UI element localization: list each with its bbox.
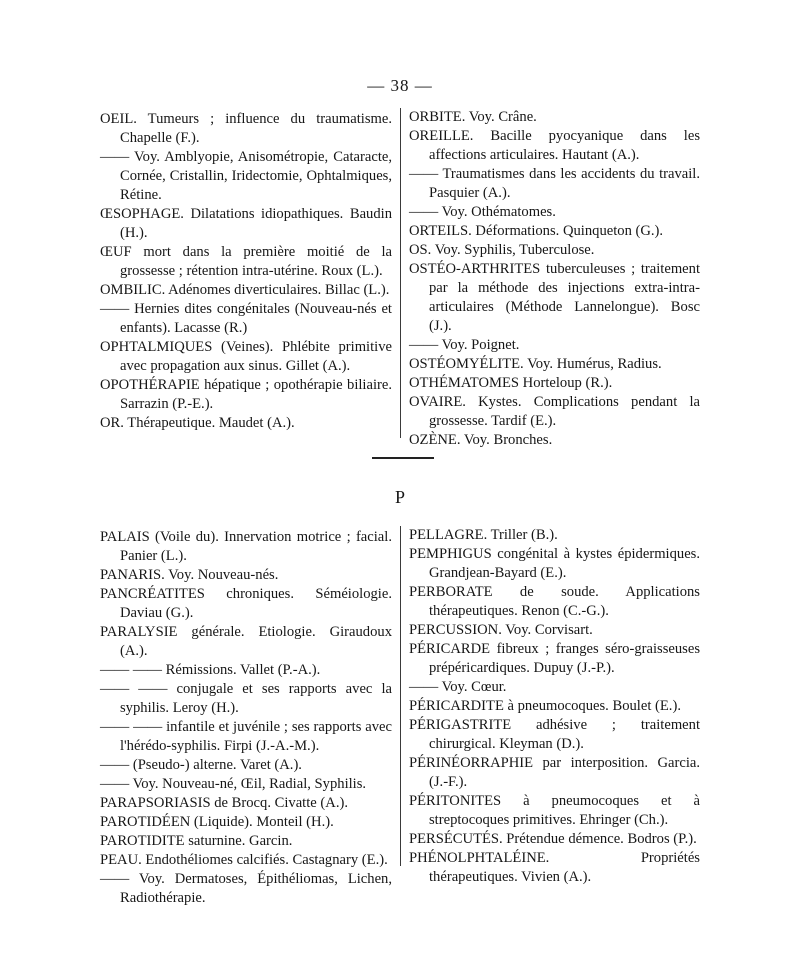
index-column-left-top <box>100 110 392 433</box>
index-entry: PEAU. Endothéliomes calcifiés. Castagnary (E.). <box>100 852 388 868</box>
index-entry: OR. Thérapeutique. Maudet (A.). <box>100 415 295 431</box>
index-entry: —— (Pseudo-) alterne. Varet (A.). <box>100 757 302 773</box>
index-entry: PÉRITONITES à pneumocoques et à streptocoques primitives. Ehringer (Ch.). <box>409 793 700 828</box>
index-entry: OEIL. Tumeurs ; influence du traumatisme. Chapelle (F.). <box>100 111 392 146</box>
index-entry: PALAIS (Voile du). Innervation motrice ; facial. Panier (L.). <box>100 529 392 564</box>
index-entry: OPOTHÉRAPIE hépatique ; opothérapie biliaire. Sarrazin (P.-E.). <box>100 377 392 412</box>
index-entry: PANARIS. Voy. Nouveau-nés. <box>100 567 279 583</box>
index-entry: PERBORATE de soude. Applications thérapeutiques. Renon (C.-G.). <box>409 584 700 619</box>
index-entry: OSTÉOMYÉLITE. Voy. Humérus, Radius. <box>409 356 662 372</box>
index-entry: PARAPSORIASIS de Brocq. Civatte (A.). <box>100 795 348 811</box>
index-entry: PAROTIDITE saturnine. Garcin. <box>100 833 293 849</box>
index-entry: PÉRINÉORRAPHIE par interposition. Garcia. (J.-F.). <box>409 755 700 790</box>
index-column-right-bottom <box>409 526 700 887</box>
index-entry: —— Voy. Nouveau-né, Œil, Radial, Syphilis. <box>100 776 367 792</box>
index-column-right-top <box>409 108 700 450</box>
index-entry: —— Voy. Poignet. <box>409 337 520 353</box>
index-entry: —— Voy. Dermatoses, Épithéliomas, Lichen, Radiothérapie. <box>100 871 392 906</box>
index-entry: ORBITE. Voy. Crâne. <box>409 109 537 125</box>
index-entry: —— Voy. Othématomes. <box>409 204 556 220</box>
index-entry: ORTEILS. Déformations. Quinqueton (G.). <box>409 223 664 239</box>
index-entry: PÉRICARDE fibreux ; franges séro-graisseuses prépéricardiques. Dupuy (J.-P.). <box>409 641 700 676</box>
index-entry: —— Voy. Amblyopie, Anisométropie, Cataracte, Cornée, Cristallin, Iridectomie, Ophtalmiques, Rétine. <box>100 149 392 203</box>
page-number: — 38 — <box>367 76 433 95</box>
index-entry: OSTÉO-ARTHRITES tuberculeuses ; traitement par la méthode des injections extra-intra-articulaires (Méthode Lannelongue). Bosc (J.). <box>409 261 700 334</box>
index-entry: —— Voy. Cœur. <box>409 679 507 695</box>
index-entry: PANCRÉATITES chroniques. Séméiologie. Daviau (G.). <box>100 586 392 621</box>
index-entry: ŒUF mort dans la première moitié de la grossesse ; rétention intra-utérine. Roux (L.). <box>100 244 392 279</box>
index-entry: PÉRIGASTRITE adhésive ; traitement chirurgical. Kleyman (D.). <box>409 717 700 752</box>
index-entry: OMBILIC. Adénomes diverticulaires. Billac (L.). <box>100 282 390 298</box>
index-entry: PELLAGRE. Triller (B.). <box>409 527 558 543</box>
section-letter-heading: P <box>394 487 405 507</box>
index-entry: PERCUSSION. Voy. Corvisart. <box>409 622 593 638</box>
index-entry: OVAIRE. Kystes. Complications pendant la grossesse. Tardif (E.). <box>409 394 700 429</box>
index-entry: —— —— Rémissions. Vallet (P.-A.). <box>100 662 321 678</box>
column-divider-bottom <box>400 526 401 866</box>
index-entry: PARALYSIE générale. Etiologie. Giraudoux (A.). <box>100 624 392 659</box>
index-entry: OPHTALMIQUES (Veines). Phlébite primitive avec propagation aux sinus. Gillet (A.). <box>100 339 392 374</box>
index-entry: PÉRICARDITE à pneumocoques. Boulet (E.). <box>409 698 681 714</box>
index-entry: OS. Voy. Syphilis, Tuberculose. <box>409 242 595 258</box>
index-entry: ŒSOPHAGE. Dilatations idiopathiques. Baudin (H.). <box>100 206 392 241</box>
index-entry: —— —— infantile et juvénile ; ses rapports avec l'hérédo-syphilis. Firpi (J.-A.-M.). <box>100 719 392 754</box>
index-entry: PHÉNOLPHTALÉINE. Propriétés thérapeutiques. Vivien (A.). <box>409 850 700 885</box>
index-entry: —— —— conjugale et ses rapports avec la syphilis. Leroy (H.). <box>100 681 392 716</box>
index-column-left-bottom <box>100 528 392 908</box>
index-entry: PERSÉCUTÉS. Prétendue démence. Bodros (P.). <box>409 831 697 847</box>
index-entry: PEMPHIGUS congénital à kystes épidermiques. Grandjean-Bayard (E.). <box>409 546 700 581</box>
index-entry: PAROTIDÉEN (Liquide). Monteil (H.). <box>100 814 334 830</box>
section-separator-rule <box>372 457 434 459</box>
index-entry: —— Hernies dites congénitales (Nouveau-nés et enfants). Lacasse (R.) <box>100 301 392 336</box>
index-entry: OZÈNE. Voy. Bronches. <box>409 432 553 448</box>
index-entry: —— Traumatismes dans les accidents du travail. Pasquier (A.). <box>409 166 700 201</box>
index-entry: OTHÉMATOMES Horteloup (R.). <box>409 375 613 391</box>
column-divider-top <box>400 108 401 438</box>
index-entry: OREILLE. Bacille pyocyanique dans les affections articulaires. Hautant (A.). <box>409 128 700 163</box>
